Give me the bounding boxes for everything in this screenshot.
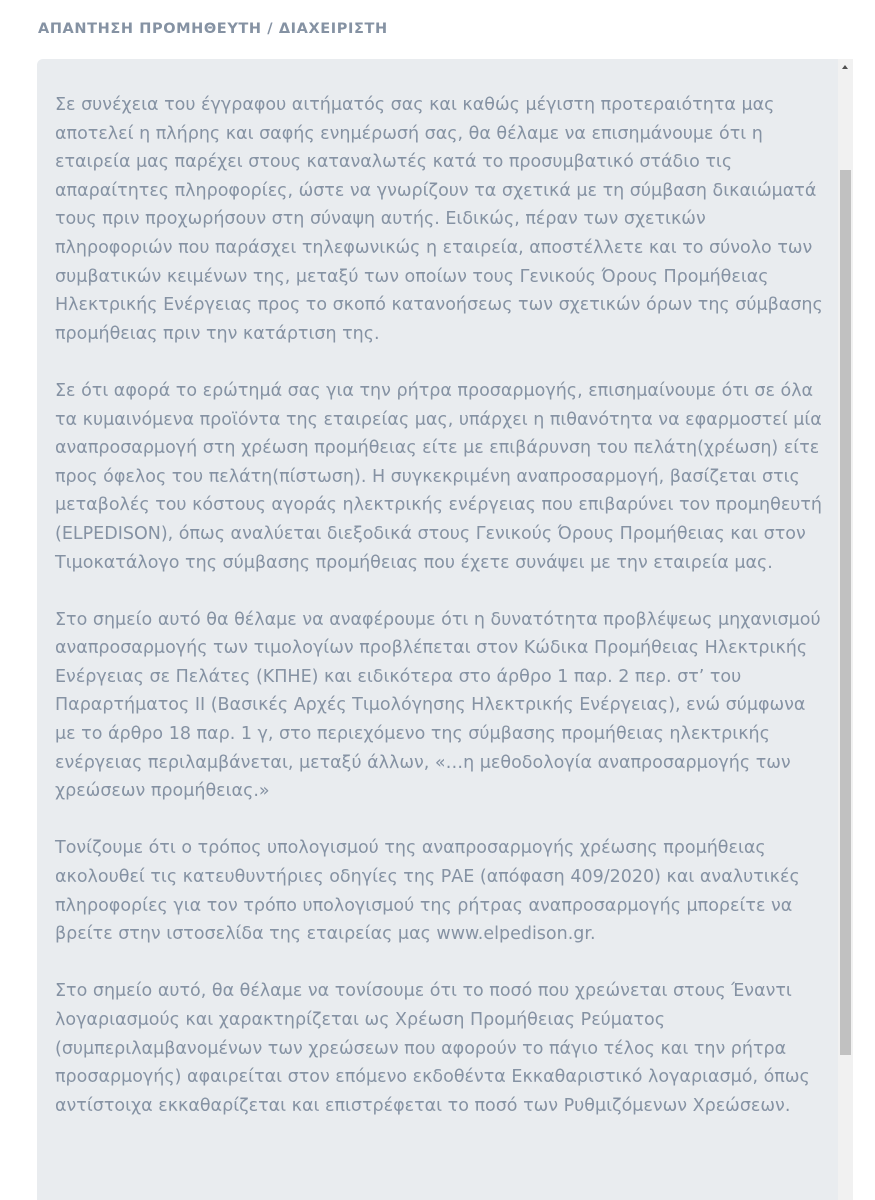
response-paragraph-5: Στο σημείο αυτό, θα θέλαμε να τονίσουμε ότι το ποσό που χρεώνεται στους Έναντι λογαριασμούς και χαρακτηρίζεται ως Χρέωση Προμήθειας Ρεύματος (συμπεριλαμβανομένων των χρεώσεων που αφορούν το πάγιο τέλος και την ρήτρα προσαρμογής) αφαιρείται στον επόμενο εκδοθέντα Εκκαθαριστικό λογαριασμό, όπως αντίστοιχα εκκαθαρίζεται και επιστρέφεται το ποσό των Ρυθμιζόμενων Χρεώσεων.	[55, 981, 810, 1116]
scroll-up-button[interactable]	[838, 59, 853, 76]
response-textarea[interactable]	[37, 59, 838, 1200]
scroll-thumb[interactable]	[840, 170, 851, 1055]
vertical-scrollbar[interactable]	[838, 59, 853, 1200]
response-section-label: ΑΠΑΝΤΗΣΗ ΠΡΟΜΗΘΕΥΤΗ / ΔΙΑΧΕΙΡΙΣΤΗ	[38, 21, 388, 37]
scroll-up-arrow-icon	[842, 65, 848, 69]
response-paragraph-4: Τονίζουμε ότι ο τρόπος υπολογισμού της αναπροσαρμογής χρέωσης προμήθειας ακολουθεί τις κατευθυντήριες οδηγίες της ΡΑΕ (απόφαση 409/2020) και αναλυτικές πληροφορίες για τον τρόπο υπολογισμού της ρήτρας αναπροσαρμογής μπορείτε να βρείτε στην ιστοσελίδα της εταιρείας μας www.elpedison.gr.	[55, 838, 800, 945]
response-text-content	[55, 91, 825, 1149]
response-paragraph-2: Σε ότι αφορά το ερώτημά σας για την ρήτρα προσαρμογής, επισημαίνουμε ότι σε όλα τα κυμαινόμενα προϊόντα της εταιρείας μας, υπάρχει η πιθανότητα να εφαρμοστεί μία αναπροσαρμογή στη χρέωση προμήθειας είτε με επιβάρυνση του πελάτη(χρέωση) είτε προς όφελος του πελάτη(πίστωση). Η συγκεκριμένη αναπροσαρμογή, βασίζεται στις μεταβολές του κόστους αγοράς ηλεκτρικής ενέργειας που επιβαρύνει τον προμηθευτή (ELPEDISON), όπως αναλύεται διεξοδικά στους Γενικούς Όρους Προμήθειας και στον Τιμοκατάλογο της σύμβασης προμήθειας που έχετε συνάψει με την εταιρεία μας.	[55, 380, 823, 573]
response-paragraph-3: Στο σημείο αυτό θα θέλαμε να αναφέρουμε ότι η δυνατότητα προβλέψεως μηχανισμού αναπροσαρμογής των τιμολογίων προβλέπεται στον Κώδικα Προμήθειας Ηλεκτρικής Ενέργειας σε Πελάτες (ΚΠΗΕ) και ειδικότερα στο άρθρο 1 παρ. 2 περ. στ’ του Παραρτήματος ΙΙ (Βασικές Αρχές Τιμολόγησης Ηλεκτρικής Ενέργειας), ενώ σύμφωνα με το άρθρο 18 παρ. 1 γ, στο περιεχόμενο της σύμβασης προμήθειας ηλεκτρικής ενέργειας περιλαμβάνεται, μεταξύ άλλων, «…η μεθοδολογία αναπροσαρμογής των χρεώσεων προμήθειας.»	[55, 609, 821, 802]
response-paragraph-1: Σε συνέχεια του έγγραφου αιτήματός σας και καθώς μέγιστη προτεραιότητα μας αποτελεί η πλήρης και σαφής ενημέρωσή σας, θα θέλαμε να επισημάνουμε ότι η εταιρεία μας παρέχει στους καταναλωτές κατά το προσυμβατικό στάδιο τις απαραίτητες πληροφορίες, ώστε να γνωρίζουν τα σχετικά με τη σύμβαση δικαιώματά τους πριν προχωρήσουν στη σύναψη αυτής. Ειδικώς, πέραν των σχετικών πληροφοριών που παράσχει τηλεφωνικώς η εταιρεία, αποστέλλετε και το σύνολο των συμβατικών κειμένων της, μεταξύ των οποίων τους Γενικούς Όρους Προμήθειας Ηλεκτρικής Ενέργειας προς το σκοπό κατανοήσεως των σχετικών όρων της σύμβασης προμήθειας πριν την κατάρτιση της.	[55, 95, 823, 344]
